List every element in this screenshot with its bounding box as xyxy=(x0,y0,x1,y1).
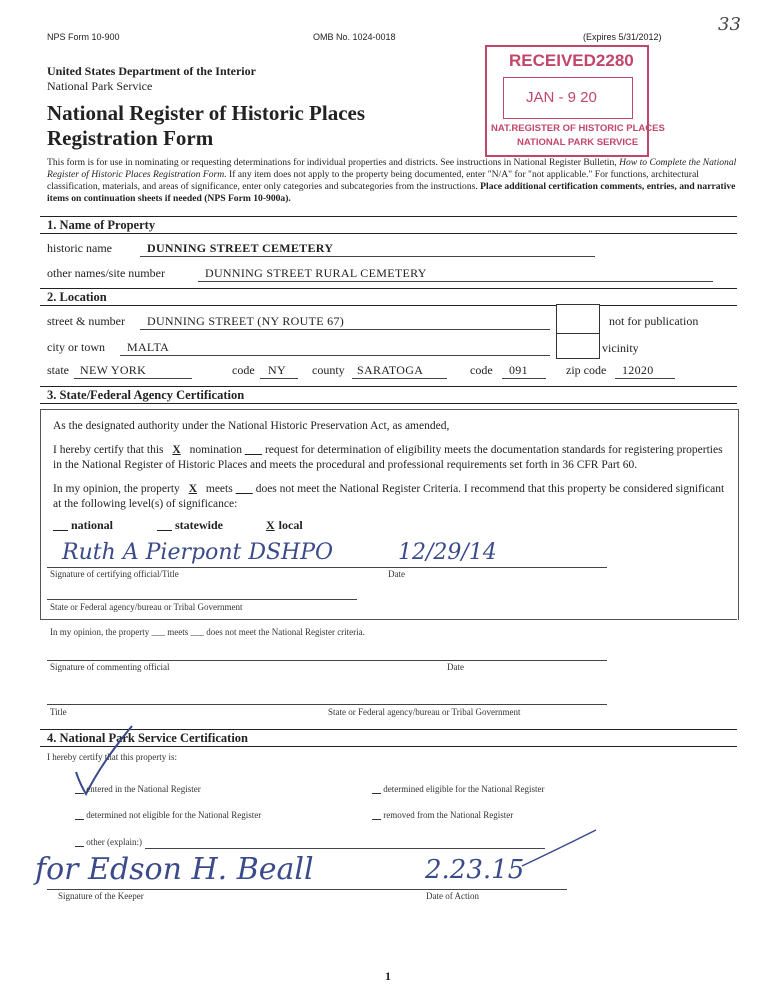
other-names-line xyxy=(198,281,713,282)
opinion-text-c: does not meet the National Register Criteria. I recommend that this property be considered significant at the following level(s) of significance: xyxy=(53,483,725,510)
nps-certify-text: I hereby certify that this property is: xyxy=(47,752,177,762)
level-local[interactable] xyxy=(262,518,303,533)
stamp-date-box xyxy=(503,77,633,119)
commenting-title-label: Title xyxy=(50,707,67,717)
intro-bold: Place additional certification comments, entries, and narrative items on continuation sheets if needed (NPS Form 10-900a). xyxy=(47,181,736,204)
county-label: county xyxy=(312,363,345,377)
does-not-meet-blank xyxy=(236,483,253,495)
other-names-label: other names/site number xyxy=(47,266,165,280)
meets-mark: X xyxy=(188,483,197,495)
zip-line xyxy=(615,378,675,379)
certify-text-c: request for determination of eligibility meets the documentation standards for registering properties in the National Register of Historic Places and meets the procedural and professional requirements set forth in 36 CFR Part 60. xyxy=(53,444,723,471)
agency-label: State or Federal agency/bureau or Tribal Government xyxy=(50,602,243,612)
keeper-signature-line xyxy=(47,889,567,890)
city-value: MALTA xyxy=(127,340,170,354)
keeper-signature: for Edson H. Beall xyxy=(35,852,314,887)
vicinity-label: vicinity xyxy=(602,341,639,355)
level-national[interactable] xyxy=(53,518,113,533)
entered-blank xyxy=(75,784,84,794)
certifying-date-label: Date xyxy=(388,569,405,579)
state-label: state xyxy=(47,363,69,377)
historic-name-label: historic name xyxy=(47,241,112,255)
national-label: national xyxy=(71,518,114,532)
form-title-line2: Registration Form xyxy=(47,126,214,150)
county-code-value: 091 xyxy=(509,363,528,377)
section3-heading-rule xyxy=(40,403,737,404)
county-line xyxy=(352,378,447,379)
section1-heading-rule xyxy=(40,233,737,234)
historic-name-value: DUNNING STREET CEMETERY xyxy=(147,241,334,255)
received-stamp xyxy=(485,45,665,157)
option-determined-not-eligible[interactable] xyxy=(75,810,261,820)
det-eligible-blank xyxy=(372,784,381,794)
option-entered[interactable] xyxy=(75,784,201,794)
nomination-mark: X xyxy=(172,444,181,456)
county-code-label: code xyxy=(470,363,493,377)
stamp-date: JAN - 9 20 xyxy=(526,89,597,106)
expiration-date: (Expires 5/31/2012) xyxy=(583,32,662,42)
county-code-line xyxy=(502,378,546,379)
certifying-signature-label: Signature of certifying official/Title xyxy=(50,569,179,579)
removed-label: removed from the National Register xyxy=(383,810,514,820)
national-blank xyxy=(53,518,68,532)
removed-blank xyxy=(372,810,381,820)
commenting-title-line xyxy=(47,704,607,705)
intro-text-2: If any item does not apply to the property being documented, enter "N/A" for "not applicable." For functions, architectural classification, materials, and areas of significance, enter only categories and subcategories from the instructions. xyxy=(47,169,699,192)
state-code-value: NY xyxy=(268,363,286,377)
commenting-agency-label: State or Federal agency/bureau or Tribal Government xyxy=(328,707,521,717)
intro-bulletin: How to Complete the National Register of Historic Places Registration Form. xyxy=(47,157,737,180)
certify-text-a: I hereby certify that this xyxy=(53,444,167,456)
commenting-signature-line xyxy=(47,660,607,661)
section2-top-rule xyxy=(40,288,737,289)
option-other[interactable] xyxy=(75,837,142,847)
option-determined-eligible[interactable] xyxy=(372,784,544,794)
section1-top-rule xyxy=(40,216,737,217)
entered-label: entered in the National Register xyxy=(86,784,201,794)
not-for-publication-checkbox[interactable] xyxy=(556,304,600,334)
street-value: DUNNING STREET (NY ROUTE 67) xyxy=(147,314,345,328)
omb-number: OMB No. 1024-0018 xyxy=(313,32,396,42)
det-not-eligible-label: determined not eligible for the National Register xyxy=(86,810,262,820)
certifying-signature-line xyxy=(47,567,607,568)
section3-heading: 3. State/Federal Agency Certification xyxy=(47,388,245,402)
commenting-divider xyxy=(40,619,737,620)
vicinity-checkbox[interactable] xyxy=(556,333,600,359)
designated-authority: As the designated authority under the National Historic Preservation Act, as amended, xyxy=(53,420,450,432)
certifying-signature-date: 12/29/14 xyxy=(398,540,497,565)
agency-line xyxy=(47,599,357,600)
keeper-signature-label: Signature of the Keeper xyxy=(58,891,144,901)
form-title-line1: National Register of Historic Places xyxy=(47,101,366,125)
section4-heading: 4. National Park Service Certification xyxy=(47,731,248,745)
not-for-publication-label: not for publication xyxy=(609,314,699,328)
date-of-action-label: Date of Action xyxy=(426,891,479,901)
request-blank xyxy=(245,444,262,456)
other-blank xyxy=(75,837,84,847)
certifying-signature: Ruth A Pierpont DSHPO xyxy=(62,540,334,565)
section2-heading-rule xyxy=(40,305,737,306)
other-names-value: DUNNING STREET RURAL CEMETERY xyxy=(205,266,427,280)
intro-text-1: This form is for use in nominating or requesting determinations for individual properties and districts. See instructions in National Register Bulletin, xyxy=(47,157,620,168)
certify-paragraph xyxy=(53,443,731,473)
other-explain-line xyxy=(145,848,545,849)
option-removed[interactable] xyxy=(372,810,513,820)
zip-value: 12020 xyxy=(622,363,654,377)
det-eligible-label: determined eligible for the National Register xyxy=(383,784,545,794)
commenting-date-label: Date xyxy=(447,662,464,672)
statewide-blank xyxy=(157,518,172,532)
other-label: other (explain:) xyxy=(86,837,142,847)
city-line xyxy=(120,355,550,356)
department-name: United States Department of the Interior xyxy=(47,64,256,78)
stamp-service: NATIONAL PARK SERVICE xyxy=(517,137,639,148)
commenting-opinion: In my opinion, the property ___ meets ___ does not meet the National Register criteria. xyxy=(50,627,365,637)
stroke-mark-icon xyxy=(520,828,600,868)
service-name: National Park Service xyxy=(47,79,153,93)
stamp-received: RECEIVED2280 xyxy=(509,51,634,70)
zip-label: zip code xyxy=(566,363,607,377)
certification-box xyxy=(40,409,739,620)
opinion-text-b: meets xyxy=(203,483,236,495)
intro-paragraph xyxy=(47,157,737,205)
level-statewide[interactable] xyxy=(157,518,223,533)
commenting-signature-label: Signature of commenting official xyxy=(50,662,170,672)
stamp-register: NAT.REGISTER OF HISTORIC PLACES xyxy=(491,123,665,134)
opinion-text-a: In my opinion, the property xyxy=(53,483,183,495)
state-code-line xyxy=(260,378,298,379)
opinion-paragraph xyxy=(53,482,731,512)
street-label: street & number xyxy=(47,314,125,328)
keeper-signature-date: 2.23.15 xyxy=(425,855,525,885)
street-line xyxy=(140,329,550,330)
statewide-label: statewide xyxy=(175,518,223,532)
state-value: NEW YORK xyxy=(80,363,147,377)
state-line xyxy=(74,378,192,379)
page-number: 1 xyxy=(385,969,391,983)
certify-text-b: nomination xyxy=(186,444,245,456)
local-label: local xyxy=(278,518,303,532)
section1-heading: 1. Name of Property xyxy=(47,218,156,232)
historic-name-line xyxy=(140,256,595,257)
state-code-label: code xyxy=(232,363,255,377)
section2-heading: 2. Location xyxy=(47,290,107,304)
local-mark: X xyxy=(266,518,275,532)
page-mark: 33 xyxy=(718,14,741,35)
section3-top-rule xyxy=(40,386,737,387)
form-number: NPS Form 10-900 xyxy=(47,32,120,42)
county-value: SARATOGA xyxy=(357,363,424,377)
det-not-eligible-blank xyxy=(75,810,84,820)
city-label: city or town xyxy=(47,340,105,354)
